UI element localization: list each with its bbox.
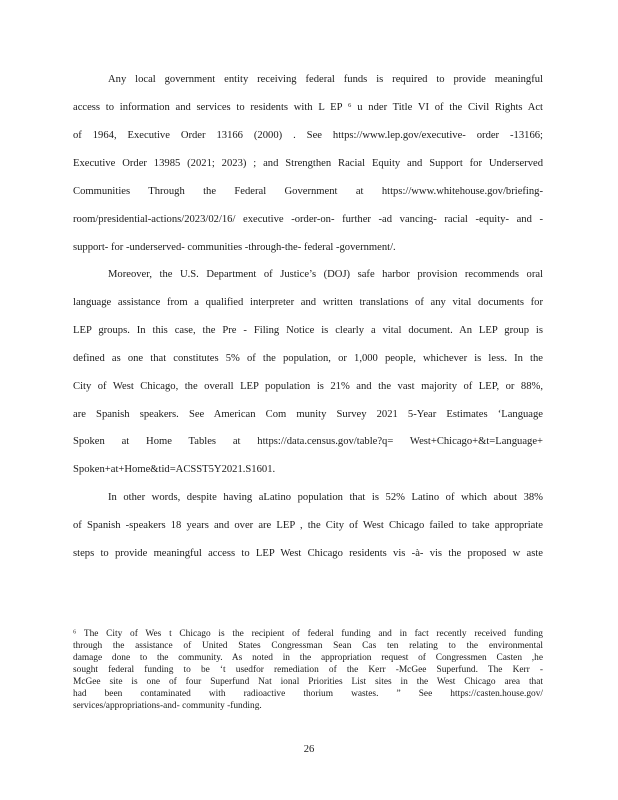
body-line-15: Spoken+at+Home&tid=ACSST5Y2021.S1601. bbox=[73, 464, 276, 475]
body-line-8: Moreover, the U.S. Department of Justice’s (DOJ) safe harbor provision recommends oral bbox=[108, 269, 543, 280]
body-line-11: defined as one that constitutes 5% of the population, or 1,000 people, whichever is less. In the bbox=[73, 353, 543, 364]
footnote-line-3: damage done to the community. As noted in the appropriation request of Congressmen Casten ,he bbox=[73, 653, 543, 663]
body-line-7: support- for -underserved- communities -through-the- federal -government/. bbox=[73, 242, 396, 253]
body-line-3: of 1964, Executive Order 13166 (2000) . See https://www.lep.gov/executive- order -13166; bbox=[73, 130, 543, 141]
footnote-line-1: ⁶ The City of Wes t Chicago is the recipient of federal funding and in fact recently received funding bbox=[73, 629, 543, 639]
footnote-line-2: through the assistance of United States Congressman Sean Cas ten relating to the environmental bbox=[73, 641, 543, 651]
footnote-line-5: McGee site is one of four Superfund Nat ional Priorities List sites in the West Chicago area that bbox=[73, 677, 543, 687]
body-line-5: Communities Through the Federal Government at https://www.whitehouse.gov/briefing- bbox=[73, 186, 543, 197]
body-line-6: room/presidential-actions/2023/02/16/ executive -order-on- further -ad vancing- racial -equity- and - bbox=[73, 214, 543, 225]
footnote-line-4: sought federal funding to be ‘t usedfor remediation of the Kerr -McGee Superfund. The Kerr - bbox=[73, 665, 543, 675]
body-line-13: are Spanish speakers. See American Com munity Survey 2021 5-Year Estimates ‘Language bbox=[73, 409, 543, 420]
body-line-9: language assistance from a qualified interpreter and written translations of any vital documents for bbox=[73, 297, 543, 308]
footnote-line-7: services/appropriations-and- community -funding. bbox=[73, 701, 262, 711]
body-line-14: Spoken at Home Tables at https://data.census.gov/table?q= West+Chicago+&t=Language+ bbox=[73, 436, 543, 447]
body-line-16: In other words, despite having aLatino population that is 52% Latino of which about 38% bbox=[108, 492, 543, 503]
body-line-10: LEP groups. In this case, the Pre - Filing Notice is clearly a vital document. An LEP group is bbox=[73, 325, 543, 336]
body-line-4: Executive Order 13985 (2021; 2023) ; and Strengthen Racial Equity and Support for Underserved bbox=[73, 158, 543, 169]
page-number: 26 bbox=[303, 744, 315, 755]
footnote-line-6: had been contaminated with radioactive thorium wastes. ” See https://casten.house.gov/ bbox=[73, 689, 543, 699]
body-line-18: steps to provide meaningful access to LEP West Chicago residents vis -à- vis the proposed w aste bbox=[73, 548, 543, 559]
body-line-12: City of West Chicago, the overall LEP population is 21% and the vast majority of LEP, or 88%, bbox=[73, 381, 543, 392]
body-line-2: access to information and services to residents with L EP ⁶ u nder Title VI of the Civil Rights Act bbox=[73, 102, 543, 113]
body-line-17: of Spanish -speakers 18 years and over are LEP , the City of West Chicago failed to take appropriate bbox=[73, 520, 543, 531]
body-line-1: Any local government entity receiving federal funds is required to provide meaningful bbox=[108, 74, 543, 85]
